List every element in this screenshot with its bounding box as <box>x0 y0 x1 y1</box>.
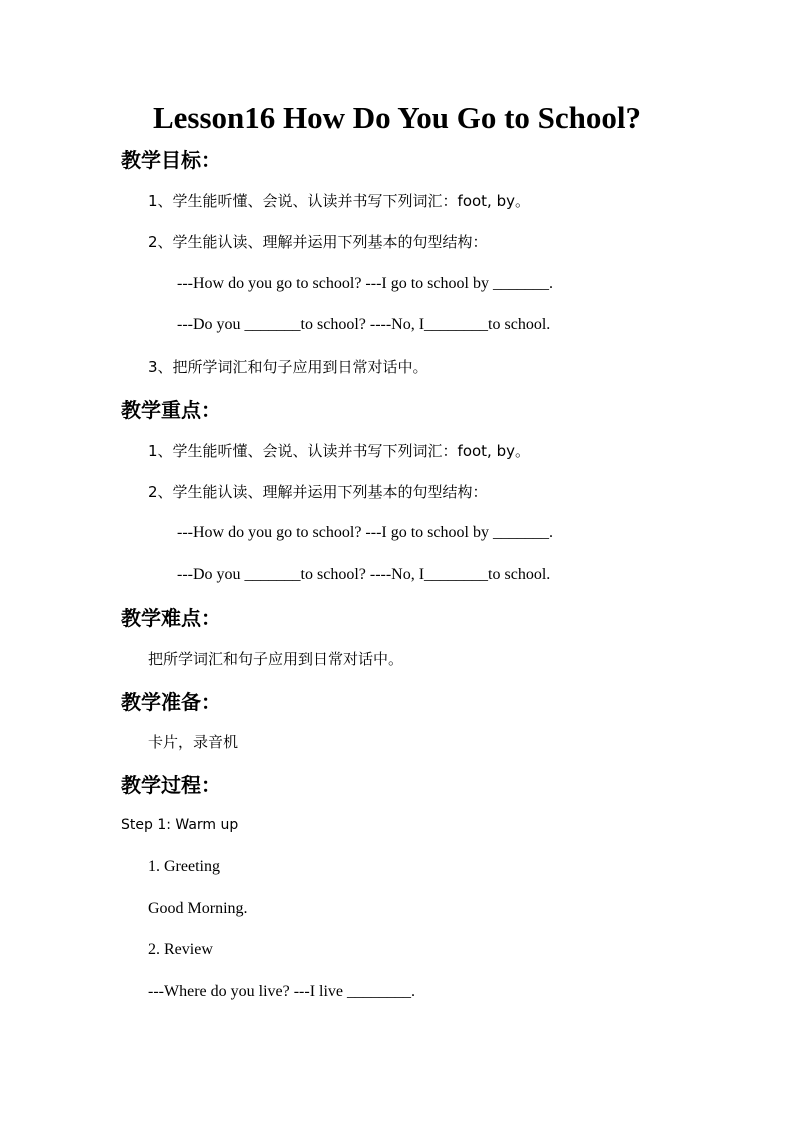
key-point-item-2: 2、学生能认读、理解并运用下列基本的句型结构： <box>148 483 488 501</box>
objective-item-3: 3、把所学词汇和句子应用到日常对话中。 <box>148 358 428 376</box>
section-heading-objectives: 教学目标： <box>121 148 221 172</box>
preparation-item-1: 卡片，录音机 <box>148 733 239 751</box>
objective-sentence-2: ---Do you _______to school? ----No, I________to school. <box>177 316 551 333</box>
objective-item-1: 1、学生能听懂、会说、认读并书写下列词汇：foot, by。 <box>148 192 530 210</box>
page-title: Lesson16 How Do You Go to School? <box>152 100 642 135</box>
objective-item-2: 2、学生能认读、理解并运用下列基本的句型结构： <box>148 233 488 251</box>
key-point-item-1: 1、学生能听懂、会说、认读并书写下列词汇：foot, by。 <box>148 442 530 460</box>
review-label: 2. Review <box>148 941 213 958</box>
section-heading-preparation: 教学准备： <box>121 690 221 714</box>
section-heading-process: 教学过程： <box>121 773 221 797</box>
greeting-text: Good Morning. <box>148 900 248 917</box>
key-point-sentence-2: ---Do you _______to school? ----No, I________to school. <box>177 566 551 583</box>
section-heading-key-points: 教学重点： <box>121 398 221 422</box>
section-heading-difficulties: 教学难点： <box>121 606 221 630</box>
key-point-sentence-1: ---How do you go to school? ---I go to school by _______. <box>177 524 553 541</box>
objective-sentence-1: ---How do you go to school? ---I go to school by _______. <box>177 275 553 292</box>
process-step-1: Step 1: Warm up <box>121 817 239 833</box>
greeting-label: 1. Greeting <box>148 858 220 875</box>
review-text: ---Where do you live? ---I live ________. <box>148 983 416 1000</box>
difficulty-item-1: 把所学词汇和句子应用到日常对话中。 <box>148 650 404 668</box>
